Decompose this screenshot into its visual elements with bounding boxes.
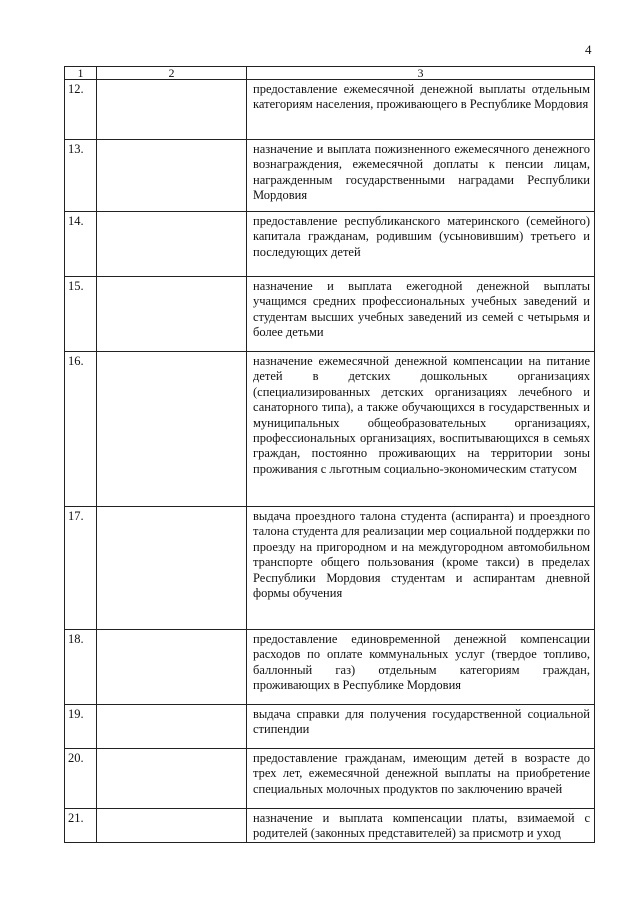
column-header-3: 3 xyxy=(247,67,595,80)
row-number: 15. xyxy=(65,277,97,352)
table-header-row xyxy=(65,67,595,80)
row-number: 12. xyxy=(65,80,97,140)
row-empty-cell xyxy=(97,277,247,352)
table-row xyxy=(65,749,595,809)
row-text: предоставление ежемесячной денежной выплаты отдельным категориям населения, проживающего в Республике Мордовия xyxy=(247,80,595,140)
table-row xyxy=(65,809,595,843)
table-row xyxy=(65,705,595,749)
row-text: назначение и выплата ежегодной денежной выплаты учащимся средних профессиональных учебных заведений и студентам высших учебных заведений из семей с четырьмя и более детьми xyxy=(247,277,595,352)
table-row xyxy=(65,80,595,140)
row-text: выдача проездного талона студента (аспиранта) и проездного талона студента для реализации мер социальной поддержки по проезду на пригородном и на междугородном автомобильном транспорте общего пользования (кроме такси) в пределах Республики Мордовия студентам и аспирантам дневной формы обучения xyxy=(247,507,595,630)
row-text: назначение ежемесячной денежной компенсации на питание детей в детских дошкольных организациях (специализированных детских организациях лечебного и санаторного типа), а также обучающихся в государственных и муниципальных общеобразовательных организациях, профессиональных организациях, воспитывающихся в семьях граждан, постоянно проживающих на территории зоны проживания с льготным социально-экономическим статусом xyxy=(247,352,595,507)
page-number: 4 xyxy=(585,42,592,57)
services-table xyxy=(64,66,595,843)
row-text: предоставление республиканского материнского (семейного) капитала гражданам, родившим (усыновившим) третьего и последующих детей xyxy=(247,212,595,277)
column-header-1: 1 xyxy=(65,67,97,80)
row-number: 21. xyxy=(65,809,97,843)
row-empty-cell xyxy=(97,630,247,705)
row-text: назначение и выплата пожизненного ежемесячного денежного вознаграждения, ежемесячной доплаты к пенсии лицам, награжденным государственными наградами Республики Мордовия xyxy=(247,140,595,212)
row-empty-cell xyxy=(97,140,247,212)
row-number: 17. xyxy=(65,507,97,630)
row-empty-cell xyxy=(97,352,247,507)
column-header-2: 2 xyxy=(97,67,247,80)
row-empty-cell xyxy=(97,705,247,749)
row-empty-cell xyxy=(97,507,247,630)
table-row xyxy=(65,352,595,507)
row-number: 13. xyxy=(65,140,97,212)
row-empty-cell xyxy=(97,749,247,809)
row-text: предоставление единовременной денежной компенсации расходов по оплате коммунальных услуг (твердое топливо, баллонный газ) отдельным категориям граждан, проживающих в Республике Мордовия xyxy=(247,630,595,705)
table-row xyxy=(65,140,595,212)
row-text: назначение и выплата компенсации платы, взимаемой с родителей (законных представителей) за присмотр и уход xyxy=(247,809,595,843)
row-number: 14. xyxy=(65,212,97,277)
table-row xyxy=(65,277,595,352)
row-number: 19. xyxy=(65,705,97,749)
row-text: выдача справки для получения государственной социальной стипендии xyxy=(247,705,595,749)
table-row xyxy=(65,507,595,630)
table-row xyxy=(65,212,595,277)
row-number: 18. xyxy=(65,630,97,705)
row-empty-cell xyxy=(97,80,247,140)
row-number: 16. xyxy=(65,352,97,507)
table-row xyxy=(65,630,595,705)
row-empty-cell xyxy=(97,809,247,843)
row-number: 20. xyxy=(65,749,97,809)
row-text: предоставление гражданам, имеющим детей в возрасте до трех лет, ежемесячной денежной выплаты на приобретение специальных молочных продуктов по заключению врачей xyxy=(247,749,595,809)
row-empty-cell xyxy=(97,212,247,277)
